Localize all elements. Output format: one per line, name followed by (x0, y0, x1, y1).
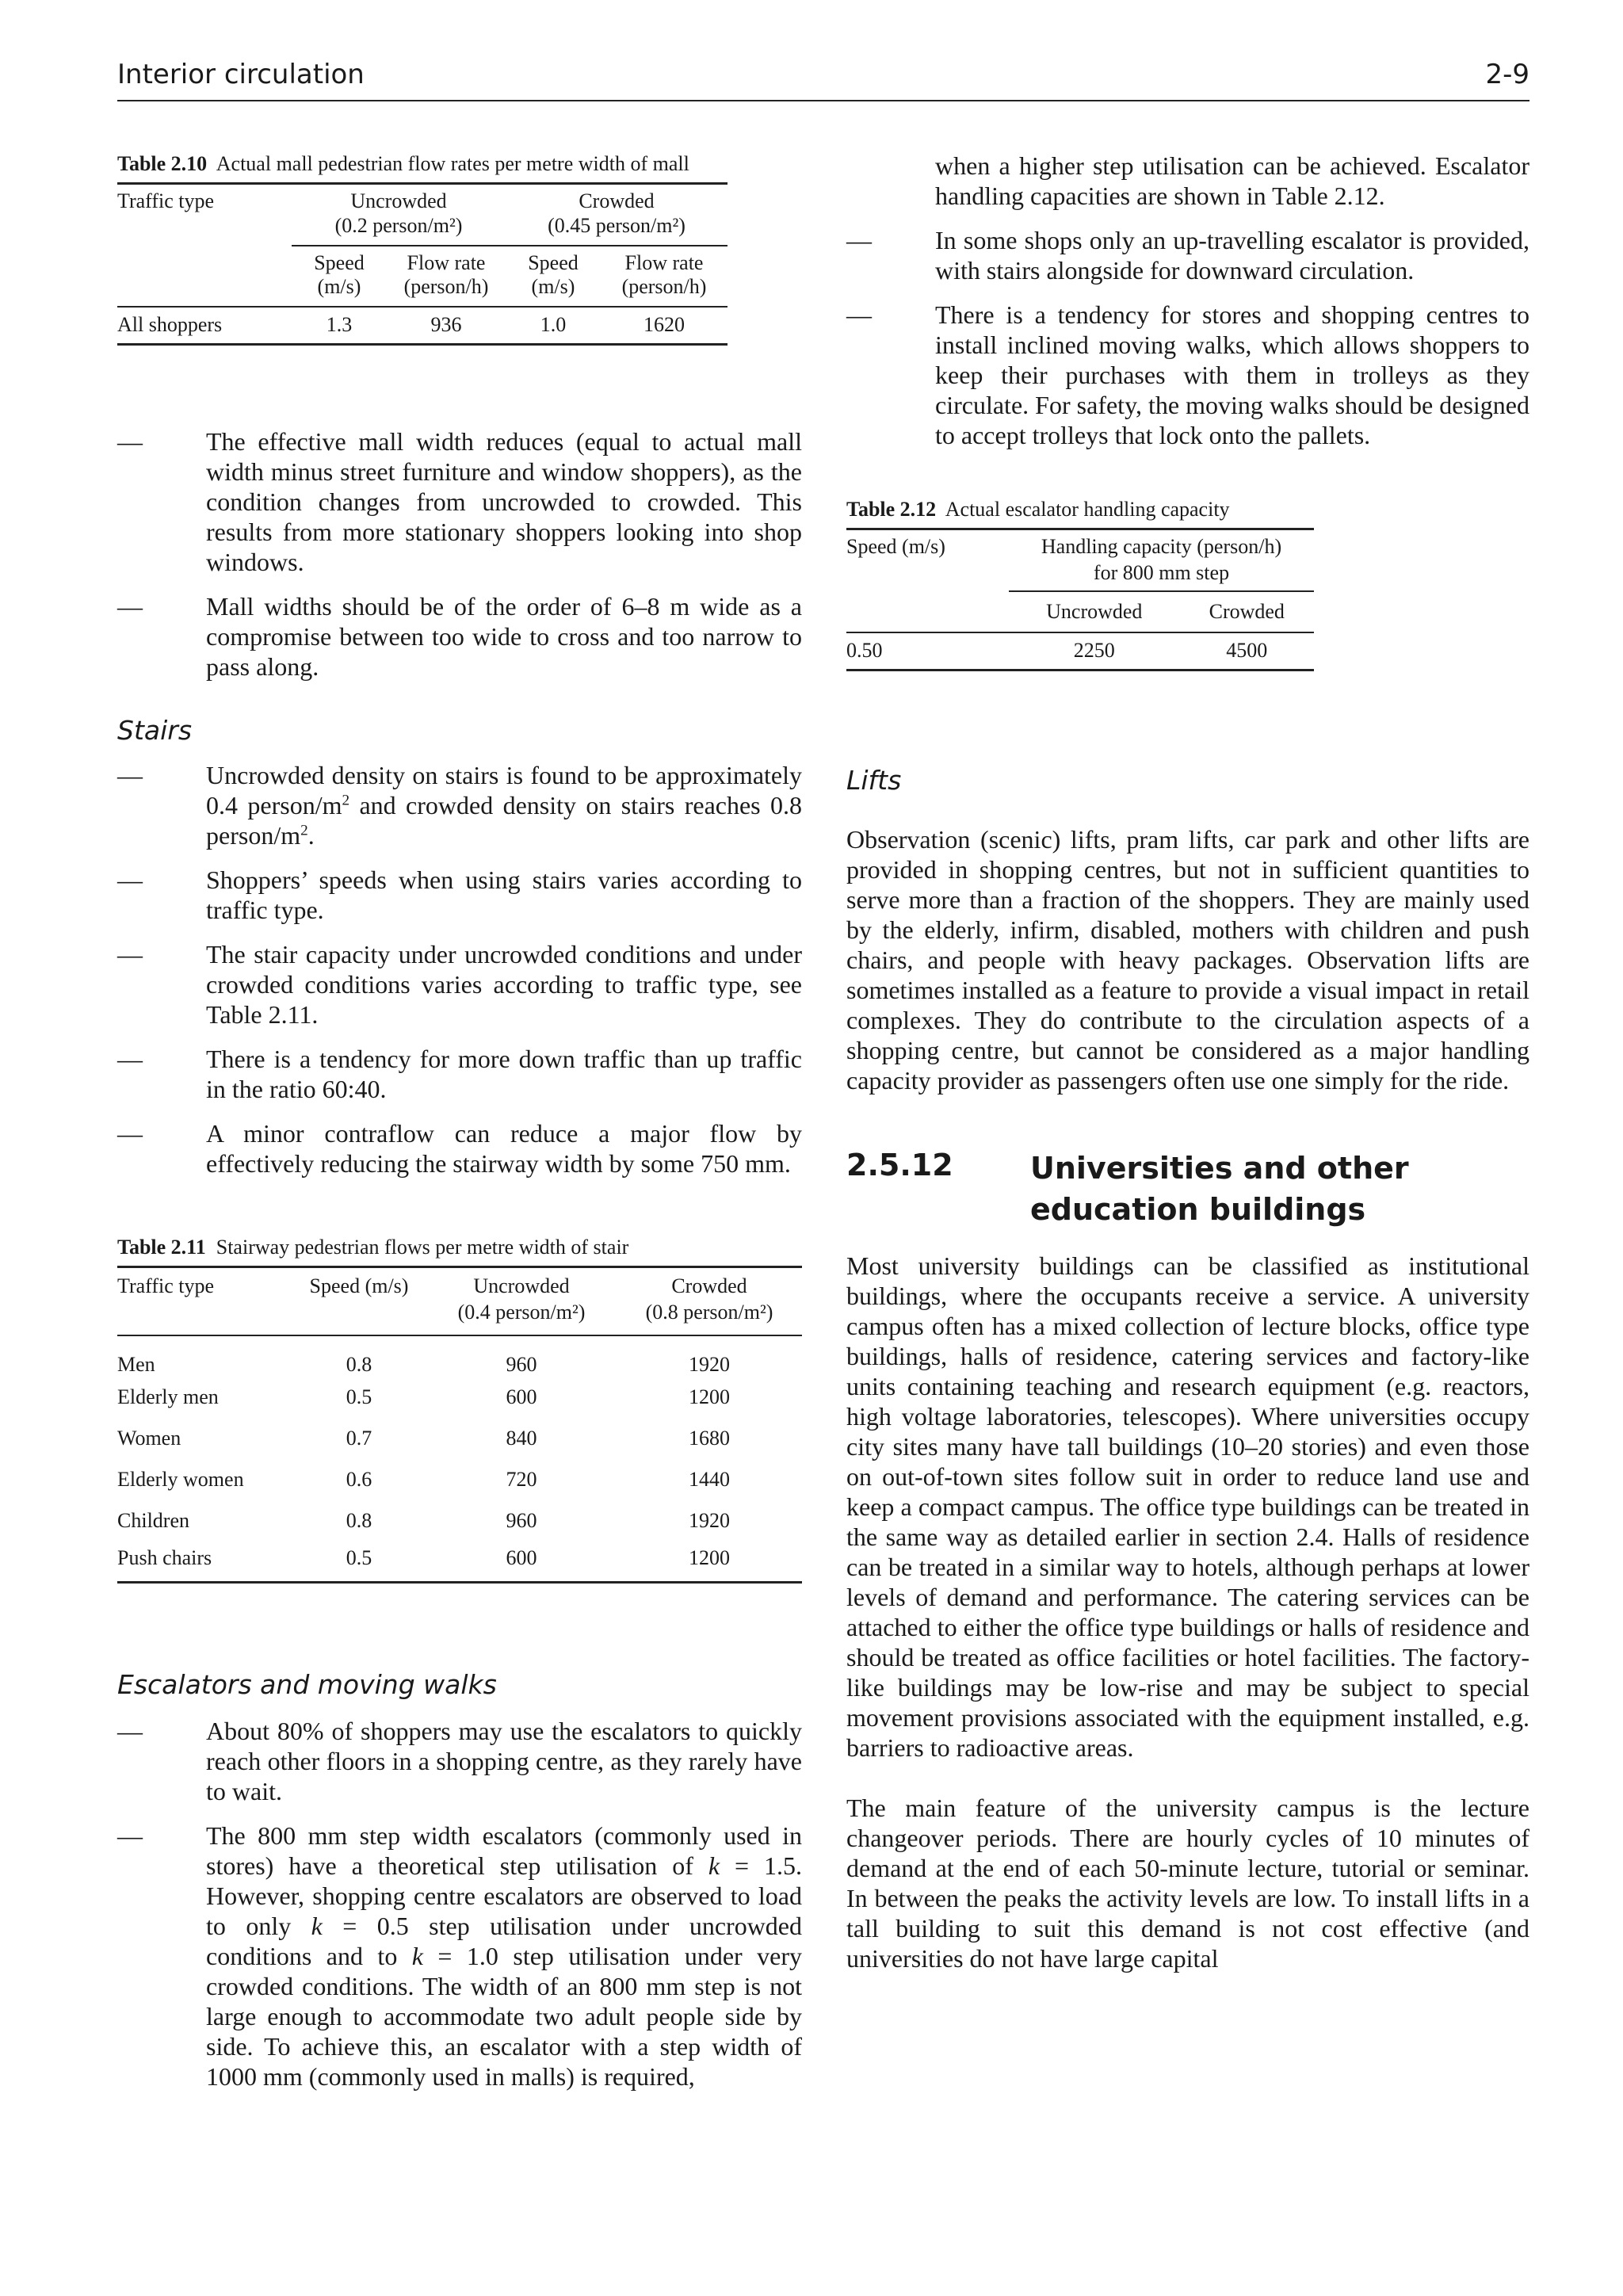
table-cell: 1620 (643, 313, 685, 337)
table-subheader: (0.45 person/m²) (506, 214, 727, 246)
table-subheader: for 800 mm step (1009, 561, 1314, 591)
table-row: Elderly men 0.5 600 1200 (117, 1385, 730, 1408)
right-column (846, 151, 1529, 1973)
table-header: Flow rate (624, 250, 704, 274)
table-header: (m/s) (317, 274, 361, 298)
table-header: (person/h) (403, 274, 489, 298)
table-cell: All shoppers (117, 313, 223, 337)
list-item: — A minor contraflow can reduce a major flow by effectively reducing the stairway width by some 750 mm. (117, 1119, 802, 1178)
table-row: Men 0.8 960 1920 (117, 1352, 730, 1376)
table-header: Crowded (579, 189, 655, 213)
section-number: 2.5.12 (846, 1148, 953, 1182)
table-2-10-grid (117, 182, 727, 346)
table-row: 0.50 2250 4500 (846, 639, 1268, 663)
table-subheader: (0.8 person/m²) (645, 1300, 773, 1324)
table-header: Flow rate (407, 250, 486, 274)
table-caption: Table 2.12 Actual escalator handling capacity (846, 498, 1230, 521)
table-header: Speed (528, 250, 579, 274)
table-row: Elderly women 0.6 720 1440 (117, 1467, 730, 1491)
paragraph: Observation (scenic) lifts, pram lifts, car park and other lifts are provided in shopping centres, but not in sufficient quantities to serve more than a fraction of the shoppers. They are mainly used by the elderly, infirm, disabled, mothers with children and push chairs, and people with heavy packages. Observation lifts are sometimes installed as a feature to provide a visual impact in retail complexes. They do contribute to the circulation aspects of a shopping centre, but cannot be considered as a major handling capacity provider as passengers often use one simply for the ride. (846, 825, 1529, 1095)
table-row: Children 0.8 960 1920 (117, 1508, 730, 1532)
table-header: Uncrowded (1046, 599, 1143, 623)
list-item: — Shoppers’ speeds when using stairs varies according to traffic type. (117, 865, 802, 924)
list-item: — Mall widths should be of the order of 6–8 m wide as a compromise between too wide to cross and too narrow to pass along. (117, 592, 802, 681)
section-heading-escalators: Escalators and moving walks (117, 1669, 497, 1700)
paragraph: Most university buildings can be classified as institutional buildings, where the occupants receive a service. A university campus often has a mixed collection of lecture blocks, office type buildings, halls of residence, catering services and factory-like units containing teaching and research equipment (e.g. reactors, high voltage laboratories, telescopes). Where universities occupy city sites many have tall buildings (10–20 stories) and even those on out-of-town sites follow suit in order to reduce land use and keep a compact campus. The office type buildings can be treated in the same way as detailed earlier in section 2.4. Halls of residence can be treated in a similar way to hotels, although perhaps at lower levels of demand and performance. The catering services can be attached to either the office type buildings or halls of residence and should be treated as office facilities or hotel facilities. The factory-like buildings may be low-rise and may be subject to special movement provisions associated with the equipment installed, e.g. barriers to radioactive areas. (846, 1251, 1529, 1762)
list-item: — The 800 mm step width escalators (commonly used in stores) have a theoretical step utilisation of k = 1.5. However, shopping centre escalators are observed to load to only k = 0.5 step utilisation under uncrowded conditions and to k = 1.0 step utilisation under very crowded conditions. The width of an 800 mm step is not large enough to accommodate two adult people side by side. To achieve this, an escalator with a step width of 1000 mm (commonly used in malls) is required, (117, 1821, 803, 2091)
table-subheader: (0.2 person/m²) (292, 214, 506, 246)
section-heading-stairs: Stairs (117, 715, 193, 746)
list-item: — There is a tendency for more down traffic than up traffic in the ratio 60:40. (117, 1045, 802, 1103)
paragraph: when a higher step utilisation can be achieved. Escalator handling capacities are shown in Table 2.12. (935, 151, 1529, 210)
table-2-10 (117, 151, 727, 346)
list-item: — About 80% of shoppers may use the escalators to quickly reach other floors in a shopping centre, as they rarely have to wait. (117, 1717, 802, 1805)
page-header (117, 59, 1529, 101)
table-header: Crowded (1209, 599, 1285, 623)
table-header: Speed (m/s) (846, 535, 945, 558)
table-header: Uncrowded (473, 1274, 570, 1297)
table-header: Traffic type (117, 189, 215, 212)
table-header: Handling capacity (person/h) (1041, 535, 1282, 558)
table-header: Traffic type (117, 1274, 215, 1297)
table-cell: 1.0 (540, 313, 567, 337)
section-heading-lifts: Lifts (846, 765, 902, 796)
table-row: Push chairs 0.5 600 1200 (117, 1545, 730, 1569)
table-2-12 (846, 496, 1314, 671)
table-cell: 936 (430, 313, 462, 337)
paragraph: The main feature of the university campus is the lecture changeover periods. There are hourly cycles of 10 minutes of demand at the end of each 50-minute lecture, tutorial or seminar. In between the peaks the activity levels are low. To install lifts in a tall building to suit this demand is not cost effective (and universities do not have large capital (846, 1794, 1529, 1973)
section-heading-2-5-12 (846, 1148, 1529, 1227)
left-column (117, 151, 802, 2092)
table-2-11-grid (117, 1266, 802, 1584)
table-header: Crowded (671, 1274, 747, 1297)
table-header: Speed (314, 250, 365, 274)
page-number: 2-9 (1485, 59, 1529, 90)
list-item: — There is a tendency for stores and shopping centres to install inclined moving walks, which allows shoppers to keep their purchases with them in trolleys as they circulate. For safety, the moving walks should be designed to accept trolleys that lock onto the pallets. (846, 300, 1529, 449)
table-subheader: (0.4 person/m²) (457, 1300, 586, 1324)
table-caption: Table 2.11 Stairway pedestrian flows per metre width of stair (117, 1236, 629, 1259)
table-header: Speed (m/s) (309, 1274, 409, 1297)
section-title: Universities and other education buildings (1030, 1151, 1409, 1227)
list-item: — Uncrowded density on stairs is found to be approximately 0.4 person/$m^2$ and crowded density on stairs reaches 0.8 person/$m^2$. (117, 761, 803, 850)
table-row: Women 0.7 840 1680 (117, 1426, 730, 1450)
running-head: Interior circulation (117, 59, 365, 90)
table-header: Uncrowded (350, 189, 447, 213)
table-header: (person/h) (621, 274, 707, 298)
table-2-11 (117, 1234, 802, 1584)
table-caption: Table 2.10 Actual mall pedestrian flow rates per metre width of mall (117, 152, 689, 175)
table-2-12-grid (846, 528, 1314, 671)
list-item: — The stair capacity under uncrowded conditions and under crowded conditions varies according to traffic type, see Table 2.11. (117, 940, 802, 1029)
table-cell: 1.3 (326, 313, 353, 337)
list-item: — The effective mall width reduces (equal to actual mall width minus street furniture and window shoppers), as the condition changes from uncrowded to crowded. This results from more stationary shoppers looking into shop windows. (117, 427, 802, 576)
list-item: — In some shops only an up-travelling escalator is provided, with stairs alongside for downward circulation. (846, 226, 1529, 285)
table-header: (m/s) (531, 274, 575, 298)
